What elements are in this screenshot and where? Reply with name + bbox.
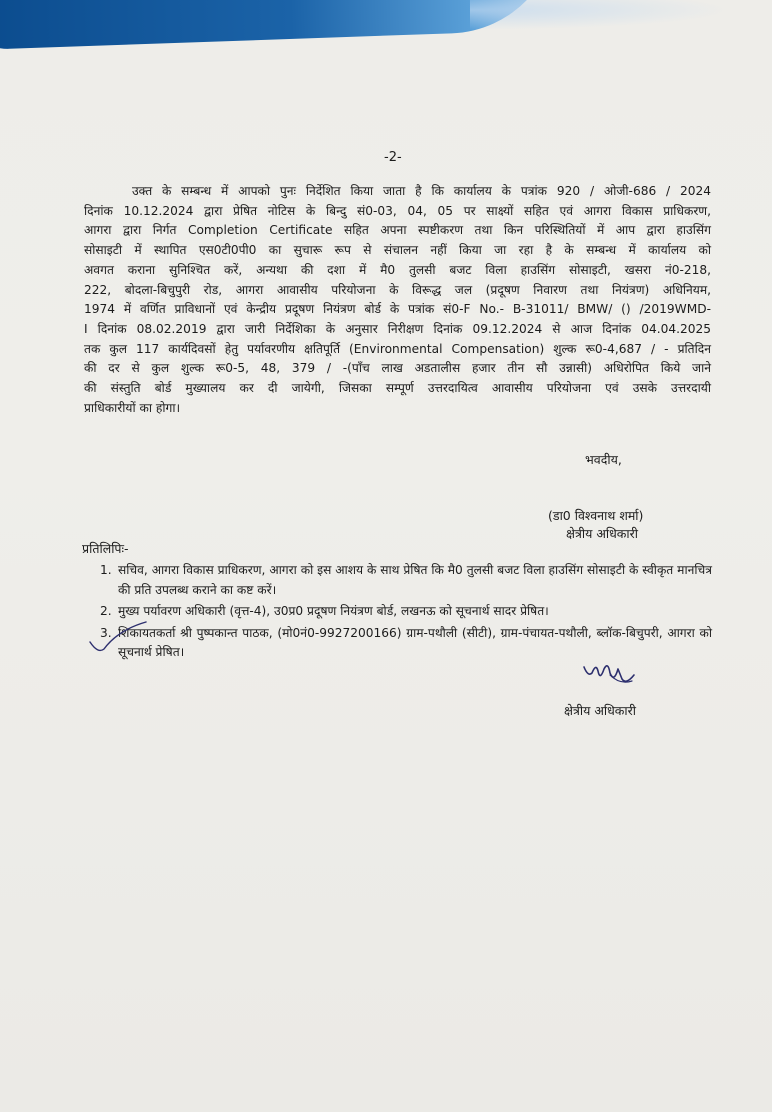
signatory-name: (डा0 विश्वनाथ शर्मा) xyxy=(548,508,644,523)
body-line: की दर से कुल शुल्क रू0-5, 48, 379 / -(पाँच लाख अडतालीस हजार तीन सौ उन्नासी) अधिरोपित किये जाने xyxy=(84,361,711,376)
list-item-number: 3. xyxy=(100,625,112,640)
body-line: 222, बोदला-बिचुपुरी रोड, आगरा आवासीय परियोजना के विरूद्ध जल (प्रदूषण निवारण तथा नियंत्रण) अधिनियम, xyxy=(84,282,711,297)
body-line: दिनांक 10.12.2024 द्वारा प्रेषित नोटिस के बिन्दु सं0-03, 04, 05 पर साक्ष्यों सहित एवं आगरा विकास प्राधिकरण, xyxy=(84,203,711,218)
footer-title: क्षेत्रीय अधिकारी xyxy=(564,703,636,718)
signatory-title: क्षेत्रीय अधिकारी xyxy=(566,526,638,541)
page-number: -2- xyxy=(384,150,402,165)
body-paragraph xyxy=(84,182,711,418)
list-item-text: सचिव, आगरा विकास प्राधिकरण, आगरा को इस आशय के साथ प्रेषित कि मै0 तुलसी बजट विला हाउसिंग सोसाइटी के स्वीकृत मानचित्र की प्रति उपलब्ध कराने का कष्ट करें। xyxy=(118,563,712,597)
body-line: की संस्तुति बोर्ड मुख्यालय कर दी जायेगी, जिसका सम्पूर्ण उत्तरदायित्व आवासीय परियोजना एवं उसके उत्तरदायी xyxy=(84,381,711,396)
signature-icon xyxy=(580,655,640,695)
list-item xyxy=(100,602,712,622)
list-item xyxy=(100,561,712,600)
body-line: तक कुल 117 कार्यदिवसों हेतु पर्यावरणीय क्षतिपूर्ति (Environmental Compensation) शुल्क रू0-4,687 / - प्रतिदिन xyxy=(84,341,711,356)
copy-to-label: प्रतिलिपिः- xyxy=(82,541,129,556)
list-item-number: 2. xyxy=(100,604,112,618)
list-item-text: शिकायतकर्ता श्री पुष्पकान्त पाठक, (मो0नं0-9927200166) ग्राम-पथौली (सीटी), ग्राम-पंचायत-पथौली, ब्लॉक-बिचुपरी, आगरा को सूचनार्थ प्रेषित। xyxy=(118,625,712,659)
blue-cover-edge xyxy=(0,0,772,50)
body-line: अवगत कराना सुनिश्चित करें, अन्यथा की दशा में मै0 तुलसी बजट विला हाउसिंग सोसाइटी, खसरा नं0-218, xyxy=(84,262,711,277)
body-line: 1974 में वर्णित प्राविधानों एवं केन्द्रीय प्रदूषण नियंत्रण बोर्ड के पत्रांक सं0-F No.- B-31011/ BMW/ () /2019WMD- xyxy=(84,302,711,317)
body-line: प्राधिकारीयों का होगा। xyxy=(84,400,181,415)
body-line: सोसाइटी में स्थापित एस0टी0पी0 का सुचारू रूप से संचालन नहीं किया जा रहा है के सम्बन्ध में कार्यालय को xyxy=(84,243,711,258)
closing-salutation: भवदीय, xyxy=(585,452,622,467)
body-line: I दिनांक 08.02.2019 द्वारा जारी निर्देशिका के अनुसार निरीक्षण दिनांक 09.12.2024 से आज दिनांक 04.04.2025 xyxy=(84,321,711,336)
list-item-number: 1. xyxy=(100,563,112,577)
body-line: उक्त के सम्बन्ध में आपको पुनः निर्देशित किया जाता है कि कार्यालय के पत्रांक 920 / ओजी-686 / 2024 xyxy=(132,184,711,198)
list-item-text: मुख्य पर्यावरण अधिकारी (वृत्त-4), उ0प्र0 प्रदूषण नियंत्रण बोर्ड, लखनऊ को सूचनार्थ सादर प्रेषित। xyxy=(118,604,549,618)
body-line: आगरा द्वारा निर्गत Completion Certificate सहित अपना स्पष्टीकरण तथा किन परिस्थितियों में आप द्वारा हाउसिंग xyxy=(84,223,711,238)
copy-list xyxy=(100,561,712,665)
tick-mark-icon xyxy=(88,618,148,658)
